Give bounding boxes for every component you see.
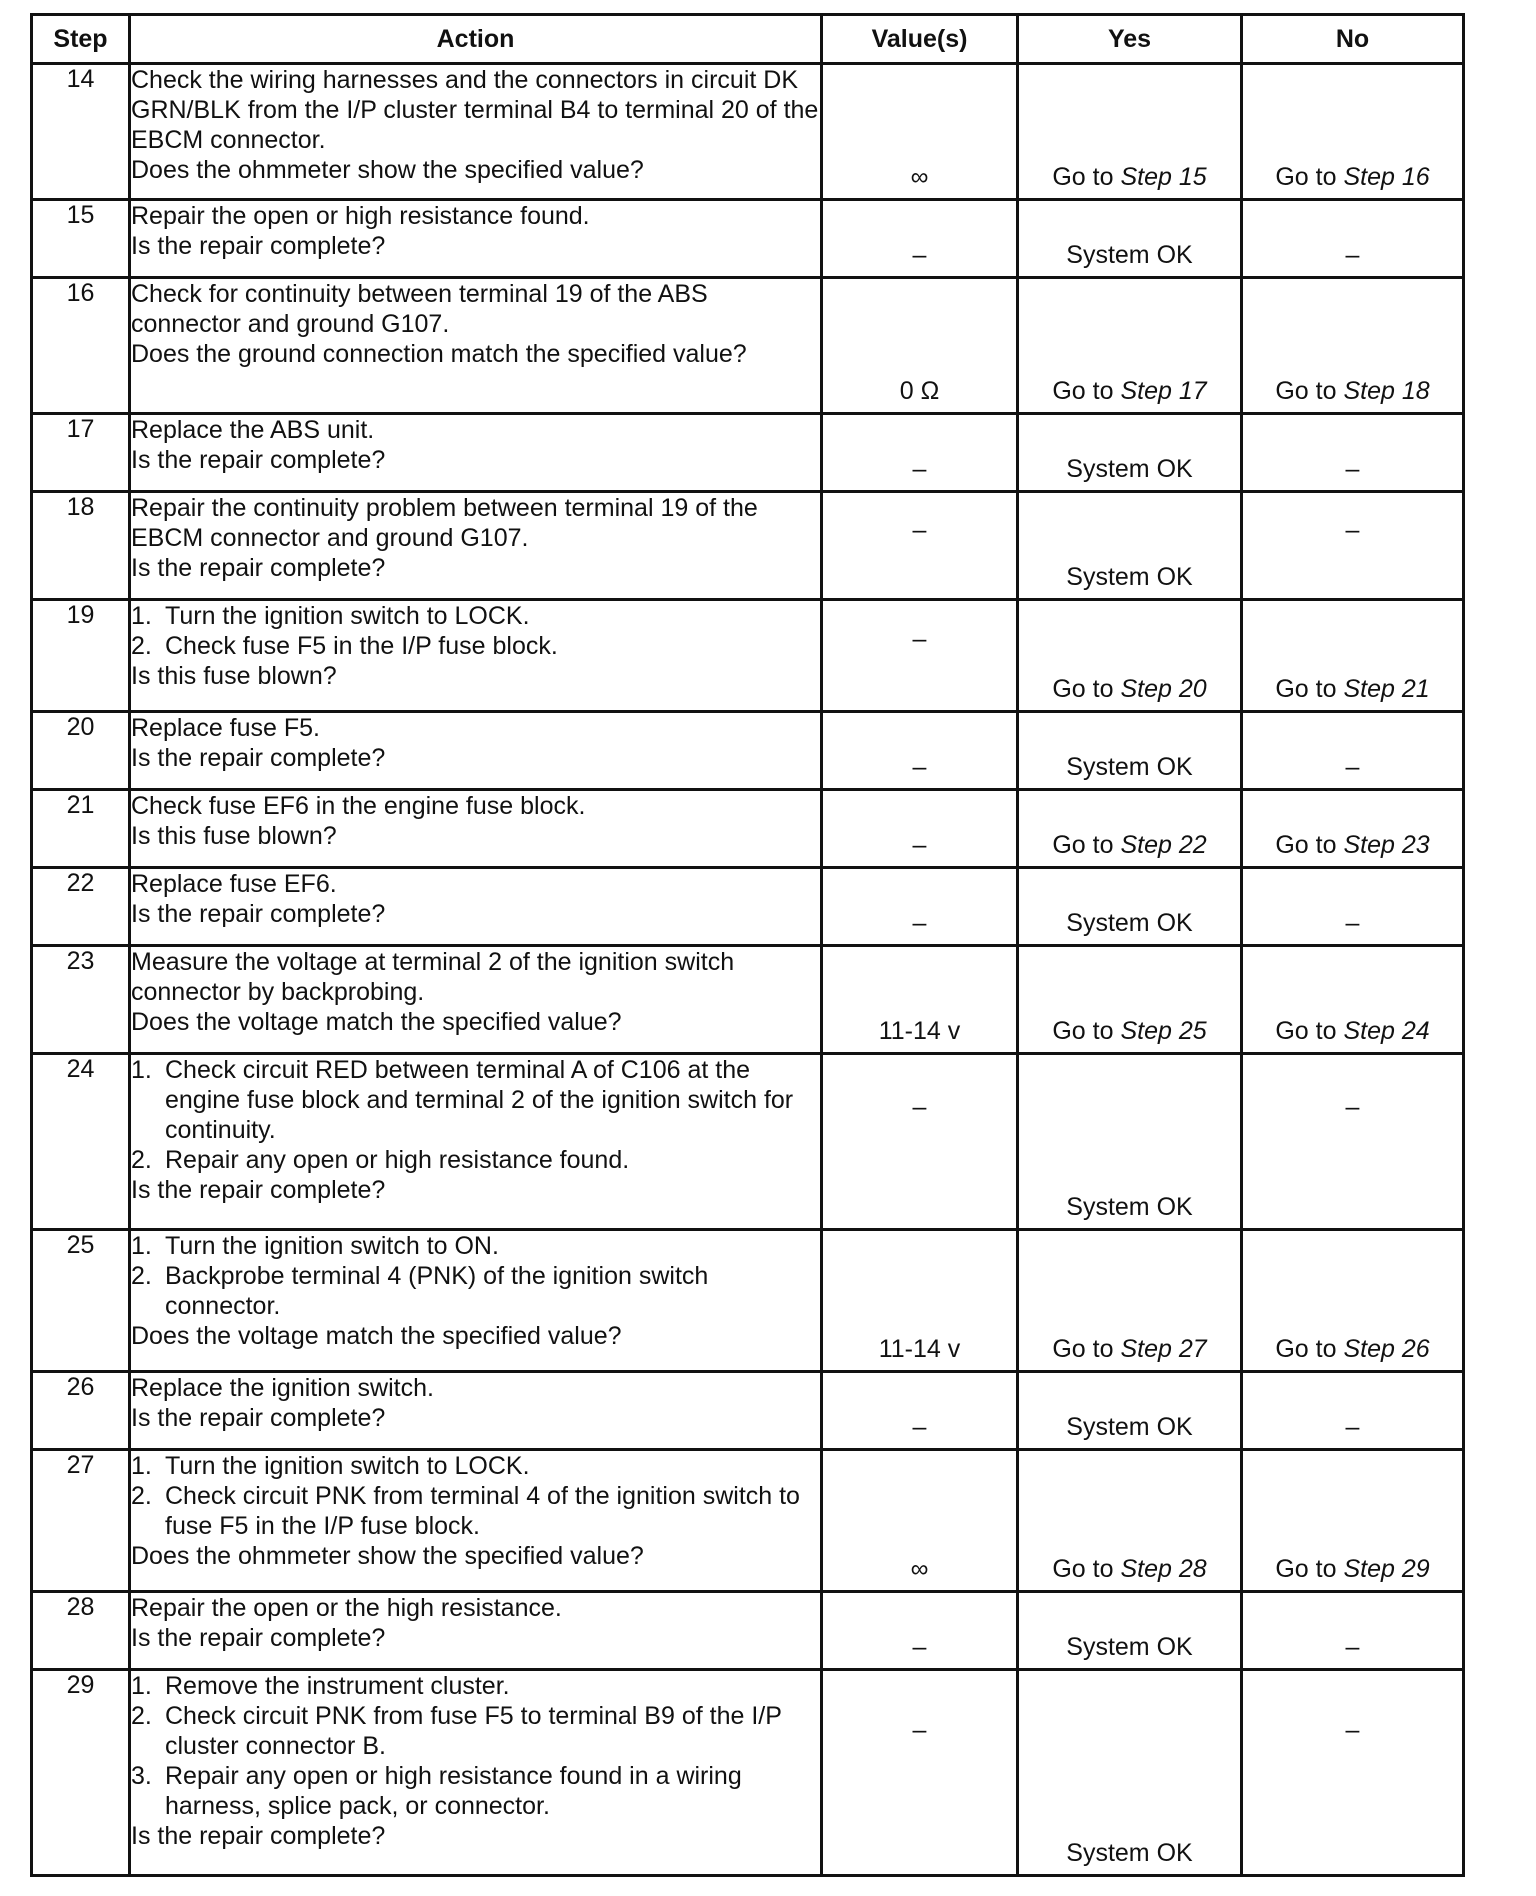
value-cell: [822, 64, 1018, 200]
action-text: Does the ohmmeter show the specified value?: [131, 1542, 644, 1570]
yes-cell: [1018, 600, 1242, 712]
action-cell: [130, 1372, 822, 1450]
no-cell: [1242, 868, 1464, 946]
no-cell: [1242, 1230, 1464, 1372]
step-cell: 22: [32, 868, 130, 946]
value-text: –: [912, 516, 927, 545]
action-text: Is the repair complete?: [131, 1822, 386, 1850]
no-result: –: [1345, 753, 1360, 781]
no-cell: [1242, 790, 1464, 868]
no-step-ref: Step 18: [1343, 377, 1430, 405]
table-row: [32, 1592, 1464, 1670]
action-cell: [130, 868, 822, 946]
yes-step-ref: Step 28: [1120, 1555, 1207, 1583]
numbered-instruction: 2. Check circuit PNK from terminal 4 of the ignition switch to fuse F5 in the I/P fuse block.: [131, 1482, 800, 1540]
yes-cell: [1018, 712, 1242, 790]
value-cell: [822, 1450, 1018, 1592]
no-result: –: [1345, 1413, 1360, 1441]
action-text: Is the repair complete?: [131, 554, 386, 582]
no-cell: [1242, 414, 1464, 492]
yes-cell: [1018, 64, 1242, 200]
action-text: Repair the open or the high resistance.: [131, 1594, 562, 1622]
numbered-instruction: 2. Check fuse F5 in the I/P fuse block.: [131, 632, 558, 660]
step-cell: 23: [32, 946, 130, 1054]
value-text: –: [912, 1715, 927, 1744]
value-text: 11-14 v: [878, 1335, 961, 1363]
action-cell: [130, 946, 822, 1054]
value-text: –: [912, 753, 927, 781]
action-cell: [130, 1450, 822, 1592]
action-text: Is this fuse blown?: [131, 822, 337, 850]
no-cell: [1242, 1054, 1464, 1230]
no-cell: [1242, 1670, 1464, 1876]
value-cell: [822, 200, 1018, 278]
value-text: 0 Ω: [899, 377, 940, 405]
no-step-ref: Step 24: [1343, 1017, 1430, 1045]
instruction-number: 2.: [131, 1702, 152, 1730]
value-cell: [822, 414, 1018, 492]
action-text: Is this fuse blown?: [131, 662, 337, 690]
value-text: –: [912, 1093, 927, 1122]
yes-result: System OK: [1066, 241, 1193, 269]
no-step-ref: Step 21: [1343, 675, 1430, 703]
yes-result: Go to Step 25: [1052, 1017, 1207, 1045]
instruction-number: 1.: [131, 1452, 152, 1480]
yes-result: System OK: [1066, 563, 1193, 591]
value-cell: [822, 790, 1018, 868]
value-cell: [822, 278, 1018, 414]
no-step-ref: Step 23: [1343, 831, 1430, 859]
instruction-number: 1.: [131, 1232, 152, 1260]
value-cell: [822, 600, 1018, 712]
table-row: [32, 1450, 1464, 1592]
yes-result: System OK: [1066, 1193, 1193, 1221]
step-cell: 21: [32, 790, 130, 868]
no-result: Go to Step 23: [1275, 831, 1430, 859]
step-cell: 15: [32, 200, 130, 278]
value-cell: [822, 492, 1018, 600]
action-text: Replace the ABS unit.: [131, 416, 375, 444]
yes-cell: [1018, 790, 1242, 868]
action-cell: [130, 64, 822, 200]
value-text: ∞: [910, 163, 929, 191]
numbered-instruction: 1. Remove the instrument cluster.: [131, 1672, 510, 1700]
action-text: Does the voltage match the specified value?: [131, 1322, 622, 1350]
yes-step-ref: Step 27: [1120, 1335, 1207, 1363]
value-text: 11-14 v: [878, 1017, 961, 1045]
no-step-ref: Step 29: [1343, 1555, 1430, 1583]
no-cell: [1242, 600, 1464, 712]
action-text: Measure the voltage at terminal 2 of the ignition switch connector by backprobing.: [131, 948, 735, 1006]
yes-result: System OK: [1066, 455, 1193, 483]
table-row: [32, 278, 1464, 414]
table-row: [32, 1372, 1464, 1450]
yes-step-ref: Step 15: [1120, 163, 1207, 191]
no-cell: [1242, 278, 1464, 414]
yes-cell: [1018, 1450, 1242, 1592]
yes-step-ref: Step 22: [1120, 831, 1207, 859]
table-row: [32, 790, 1464, 868]
table-row: [32, 1230, 1464, 1372]
numbered-instruction: 1. Check circuit RED between terminal A of C106 at the engine fuse block and terminal 2 of the ignition switch for continuity.: [131, 1056, 794, 1144]
action-text: Is the repair complete?: [131, 1624, 386, 1652]
table-row: [32, 1054, 1464, 1230]
instruction-number: 3.: [131, 1762, 152, 1790]
numbered-instruction: 2. Repair any open or high resistance found.: [131, 1146, 630, 1174]
table-row: [32, 600, 1464, 712]
table-row: [32, 946, 1464, 1054]
action-text: Is the repair complete?: [131, 1176, 386, 1204]
step-cell: 16: [32, 278, 130, 414]
step-cell: 17: [32, 414, 130, 492]
no-cell: [1242, 946, 1464, 1054]
no-result: Go to Step 16: [1275, 163, 1430, 191]
action-text: Repair the continuity problem between terminal 19 of the EBCM connector and ground G107.: [131, 494, 758, 552]
action-cell: [130, 1670, 822, 1876]
table-row: [32, 64, 1464, 200]
yes-cell: [1018, 868, 1242, 946]
no-step-ref: Step 26: [1343, 1335, 1430, 1363]
yes-cell: [1018, 1670, 1242, 1876]
no-cell: [1242, 200, 1464, 278]
numbered-instruction: 2. Check circuit PNK from fuse F5 to terminal B9 of the I/P cluster connector B.: [131, 1702, 782, 1760]
action-text: Does the ohmmeter show the specified value?: [131, 156, 644, 184]
no-result: Go to Step 21: [1275, 675, 1430, 703]
table-row: [32, 200, 1464, 278]
action-text: Does the ground connection match the specified value?: [131, 340, 747, 368]
no-result: –: [1345, 455, 1360, 483]
no-result: –: [1345, 516, 1360, 545]
yes-result: Go to Step 20: [1052, 675, 1207, 703]
instruction-number: 1.: [131, 602, 152, 630]
no-result: Go to Step 29: [1275, 1555, 1430, 1583]
step-cell: 20: [32, 712, 130, 790]
action-text: Replace fuse F5.: [131, 714, 320, 742]
no-cell: [1242, 1592, 1464, 1670]
action-cell: [130, 1592, 822, 1670]
no-result: –: [1345, 909, 1360, 937]
value-text: –: [912, 1413, 927, 1441]
step-cell: 27: [32, 1450, 130, 1592]
yes-cell: [1018, 1372, 1242, 1450]
action-text: Replace fuse EF6.: [131, 870, 337, 898]
no-cell: [1242, 712, 1464, 790]
instruction-number: 1.: [131, 1056, 152, 1084]
yes-result: Go to Step 27: [1052, 1335, 1207, 1363]
instruction-number: 2.: [131, 1146, 152, 1174]
instruction-number: 1.: [131, 1672, 152, 1700]
yes-result: System OK: [1066, 1633, 1193, 1661]
header-row: [32, 15, 1464, 64]
yes-cell: [1018, 492, 1242, 600]
table-row: [32, 868, 1464, 946]
action-text: Does the voltage match the specified value?: [131, 1008, 622, 1036]
value-text: –: [912, 831, 927, 859]
value-text: –: [912, 624, 927, 653]
value-cell: [822, 1230, 1018, 1372]
action-text: Replace the ignition switch.: [131, 1374, 434, 1402]
table-row: [32, 414, 1464, 492]
action-text: Is the repair complete?: [131, 446, 386, 474]
value-cell: [822, 712, 1018, 790]
yes-result: Go to Step 17: [1052, 377, 1207, 405]
no-result: Go to Step 24: [1275, 1017, 1430, 1045]
action-text: Repair the open or high resistance found.: [131, 202, 590, 230]
step-cell: 19: [32, 600, 130, 712]
yes-step-ref: Step 17: [1120, 377, 1207, 405]
action-cell: [130, 492, 822, 600]
no-result: Go to Step 26: [1275, 1335, 1430, 1363]
yes-cell: [1018, 200, 1242, 278]
numbered-instruction: 1. Turn the ignition switch to LOCK.: [131, 602, 530, 630]
table-row: [32, 712, 1464, 790]
value-cell: [822, 1372, 1018, 1450]
numbered-instruction: 1. Turn the ignition switch to LOCK.: [131, 1452, 530, 1480]
value-text: –: [912, 909, 927, 937]
yes-step-ref: Step 25: [1120, 1017, 1207, 1045]
no-cell: [1242, 1450, 1464, 1592]
step-cell: 14: [32, 64, 130, 200]
action-text: Check for continuity between terminal 19 of the ABS connector and ground G107.: [131, 280, 708, 338]
action-cell: [130, 712, 822, 790]
yes-result: Go to Step 22: [1052, 831, 1207, 859]
yes-result: Go to Step 15: [1052, 163, 1207, 191]
diagnostic-table: [30, 13, 1465, 1877]
action-text: Is the repair complete?: [131, 900, 386, 928]
header-values: Value(s): [822, 15, 1018, 64]
header-yes: Yes: [1018, 15, 1242, 64]
action-text: Check the wiring harnesses and the connectors in circuit DK GRN/BLK from the I/P cluster terminal B4 to terminal 20 of the EBCM connector.: [131, 66, 819, 154]
step-cell: 25: [32, 1230, 130, 1372]
header-action: Action: [130, 15, 822, 64]
value-text: –: [912, 1633, 927, 1661]
action-text: Is the repair complete?: [131, 744, 386, 772]
yes-cell: [1018, 946, 1242, 1054]
action-cell: [130, 200, 822, 278]
instruction-number: 2.: [131, 1482, 152, 1510]
value-cell: [822, 1592, 1018, 1670]
value-text: ∞: [910, 1555, 929, 1583]
yes-cell: [1018, 1054, 1242, 1230]
header-step: Step: [32, 15, 130, 64]
value-cell: [822, 1054, 1018, 1230]
step-cell: 26: [32, 1372, 130, 1450]
yes-cell: [1018, 1230, 1242, 1372]
no-cell: [1242, 1372, 1464, 1450]
yes-cell: [1018, 278, 1242, 414]
no-result: –: [1345, 1093, 1360, 1122]
action-cell: [130, 278, 822, 414]
no-cell: [1242, 492, 1464, 600]
step-cell: 28: [32, 1592, 130, 1670]
value-cell: [822, 1670, 1018, 1876]
action-cell: [130, 790, 822, 868]
action-cell: [130, 414, 822, 492]
value-cell: [822, 868, 1018, 946]
step-cell: 29: [32, 1670, 130, 1876]
action-text: Is the repair complete?: [131, 232, 386, 260]
yes-result: System OK: [1066, 1839, 1193, 1867]
numbered-instruction: 1. Turn the ignition switch to ON.: [131, 1232, 499, 1260]
yes-result: Go to Step 28: [1052, 1555, 1207, 1583]
action-text: Is the repair complete?: [131, 1404, 386, 1432]
table-row: [32, 492, 1464, 600]
table-row: [32, 1670, 1464, 1876]
no-step-ref: Step 16: [1343, 163, 1430, 191]
no-cell: [1242, 64, 1464, 200]
no-result: –: [1345, 1633, 1360, 1661]
numbered-instruction: 2. Backprobe terminal 4 (PNK) of the ignition switch connector.: [131, 1262, 709, 1320]
action-cell: [130, 600, 822, 712]
no-result: Go to Step 18: [1275, 377, 1430, 405]
no-result: –: [1345, 241, 1360, 269]
instruction-number: 2.: [131, 632, 152, 660]
yes-cell: [1018, 414, 1242, 492]
no-result: –: [1345, 1715, 1360, 1744]
instruction-number: 2.: [131, 1262, 152, 1290]
numbered-instruction: 3. Repair any open or high resistance found in a wiring harness, splice pack, or connector.: [131, 1762, 742, 1820]
action-cell: [130, 1054, 822, 1230]
value-cell: [822, 946, 1018, 1054]
value-text: –: [912, 455, 927, 483]
action-cell: [130, 1230, 822, 1372]
step-cell: 24: [32, 1054, 130, 1230]
yes-step-ref: Step 20: [1120, 675, 1207, 703]
header-no: No: [1242, 15, 1464, 64]
step-cell: 18: [32, 492, 130, 600]
yes-result: System OK: [1066, 753, 1193, 781]
yes-result: System OK: [1066, 909, 1193, 937]
value-text: –: [912, 241, 927, 269]
yes-cell: [1018, 1592, 1242, 1670]
yes-result: System OK: [1066, 1413, 1193, 1441]
action-text: Check fuse EF6 in the engine fuse block.: [131, 792, 586, 820]
